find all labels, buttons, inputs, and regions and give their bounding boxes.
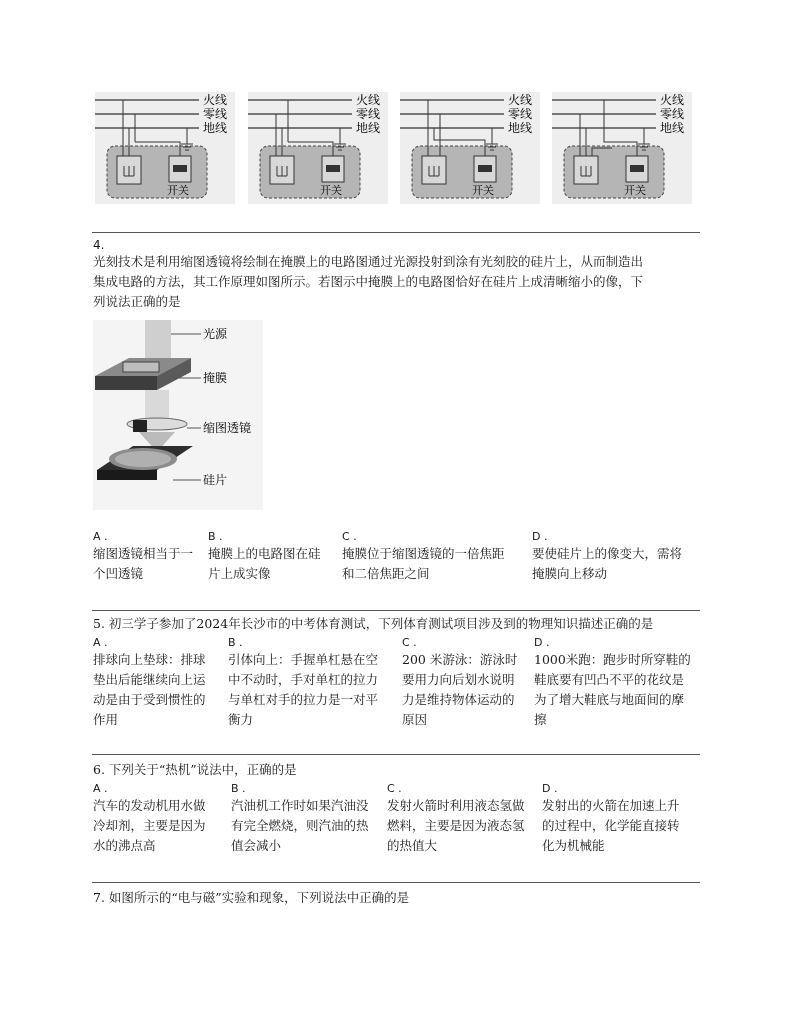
option-text: 中不动时，手对单杠的拉力: [228, 672, 379, 687]
option-text: 要用力向后划水说明: [402, 672, 515, 687]
switch-label: 开关: [472, 184, 494, 197]
live-wire-label: 火线: [508, 93, 533, 107]
option-label: D .: [542, 782, 558, 795]
option-d[interactable]: [542, 782, 700, 856]
option-text: 发射出的火箭在加速上升: [542, 798, 680, 813]
question-stem: 5. 初三学子参加了2024年长沙市的中考体育测试，下列体育测试项目涉及到的物理知识描述正确的是: [93, 616, 654, 631]
option-b[interactable]: [208, 530, 338, 584]
option-label: D .: [532, 530, 548, 543]
neutral-wire-label: 零线: [660, 107, 685, 121]
question-stem: 7. 如图所示的“电与磁”实验和现象，下列说法中正确的是: [93, 890, 410, 905]
stem-line: 列说法正确的是: [93, 294, 181, 309]
option-text: 的热值大: [387, 838, 438, 853]
option-a[interactable]: [93, 636, 223, 730]
option-b[interactable]: [228, 636, 398, 730]
option-text: 擦: [534, 712, 547, 727]
option-text: 值会减小: [231, 838, 282, 853]
mask-label: 掩膜: [203, 371, 228, 385]
option-text: 汽油机工作时如果汽油没: [231, 798, 369, 813]
neutral-wire-label: 零线: [356, 107, 381, 121]
option-text: 衡力: [228, 712, 254, 727]
option-c[interactable]: [342, 530, 527, 584]
option-text: 燃料，主要是因为液态氢: [387, 818, 525, 833]
option-d[interactable]: [534, 636, 700, 730]
option-c[interactable]: [387, 782, 542, 856]
option-label: C .: [387, 782, 402, 795]
option-text: 与单杠对手的拉力是一对平: [228, 692, 379, 707]
circuit-diagram-a: [95, 92, 235, 204]
option-text: 掩膜向上移动: [532, 566, 608, 581]
option-text: 水的沸点高: [93, 838, 156, 853]
neutral-wire-label: 零线: [203, 107, 228, 121]
option-text: 片上成实像: [208, 566, 271, 581]
option-text: 鞋底要有凹凸不平的花纹是: [534, 672, 685, 687]
option-text: 作用: [93, 712, 119, 727]
option-text: 缩图透镜相当于一: [93, 546, 194, 561]
divider: [92, 610, 700, 611]
option-text: 发射火箭时利用液态氢做: [387, 798, 525, 813]
option-label: B .: [228, 636, 243, 649]
option-text: 垫出后能继续向上运: [93, 672, 206, 687]
option-text: 排球向上垫球：排球: [93, 652, 206, 667]
option-text: 原因: [402, 712, 428, 727]
circuit-diagram-b: [248, 92, 388, 204]
option-text: 为了增大鞋底与地面间的摩: [534, 692, 685, 707]
option-text: 化为机械能: [542, 838, 605, 853]
option-text: 要使硅片上的像变大，需将: [532, 546, 683, 561]
option-label: A .: [93, 530, 108, 543]
option-text: 有完全燃烧，则汽油的热: [231, 818, 369, 833]
option-d[interactable]: [532, 530, 702, 584]
switch-label: 开关: [167, 184, 189, 197]
option-text: 1000米跑：跑步时所穿鞋的: [534, 652, 691, 667]
ground-wire-label: 地线: [356, 121, 381, 135]
circuit-diagram-c: [400, 92, 540, 204]
live-wire-label: 火线: [660, 93, 685, 107]
wafer-label: 硅片: [203, 473, 228, 487]
live-wire-label: 火线: [203, 93, 228, 107]
option-text: 引体向上：手握单杠悬在空: [228, 652, 379, 667]
option-text: 200 米游泳：游泳时: [402, 652, 518, 667]
light-source-label: 光源: [203, 327, 228, 341]
option-label: C .: [342, 530, 357, 543]
option-text: 冷却剂，主要是因为: [93, 818, 206, 833]
option-text: 个凹透镜: [93, 566, 144, 581]
divider: [92, 754, 700, 755]
ground-wire-label: 地线: [508, 121, 533, 135]
circuit-diagram-d: [552, 92, 692, 204]
option-text: 力是维持物体运动的: [402, 692, 515, 707]
neutral-wire-label: 零线: [508, 107, 533, 121]
stem-line: 集成电路的方法，其工作原理如图所示。若图示中掩膜上的电路图恰好在硅片上成清晰缩小的像，下: [93, 274, 644, 289]
option-a[interactable]: [93, 782, 223, 856]
option-text: 和二倍焦距之间: [342, 566, 430, 581]
option-c[interactable]: [402, 636, 530, 730]
option-text: 的过程中，化学能直接转: [542, 818, 680, 833]
switch-label: 开关: [624, 184, 646, 197]
photolithography-figure: [93, 320, 263, 510]
option-b[interactable]: [231, 782, 386, 856]
option-text: 汽车的发动机用水做: [93, 798, 206, 813]
option-label: B .: [208, 530, 223, 543]
question-stem: [93, 252, 701, 312]
option-label: A .: [93, 782, 108, 795]
option-label: C .: [402, 636, 417, 649]
option-text: 掩膜上的电路图在硅: [208, 546, 321, 561]
option-a[interactable]: [93, 530, 208, 584]
option-label: A .: [93, 636, 108, 649]
option-label: D .: [534, 636, 550, 649]
question-number: 4.: [93, 238, 105, 252]
divider: [92, 882, 700, 883]
option-text: 掩膜位于缩图透镜的一倍焦距: [342, 546, 505, 561]
question-stem: 6. 下列关于“热机”说法中，正确的是: [93, 762, 297, 777]
stem-line: 光刻技术是利用缩图透镜将绘制在掩膜上的电路图通过光源投射到涂有光刻胶的硅片上，从而制造出: [93, 254, 644, 269]
option-label: B .: [231, 782, 246, 795]
ground-wire-label: 地线: [203, 121, 228, 135]
ground-wire-label: 地线: [660, 121, 685, 135]
option-text: 动是由于受到惯性的: [93, 692, 206, 707]
divider: [92, 232, 700, 233]
lens-label: 缩图透镜: [203, 421, 252, 435]
switch-label: 开关: [320, 184, 342, 197]
live-wire-label: 火线: [356, 93, 381, 107]
